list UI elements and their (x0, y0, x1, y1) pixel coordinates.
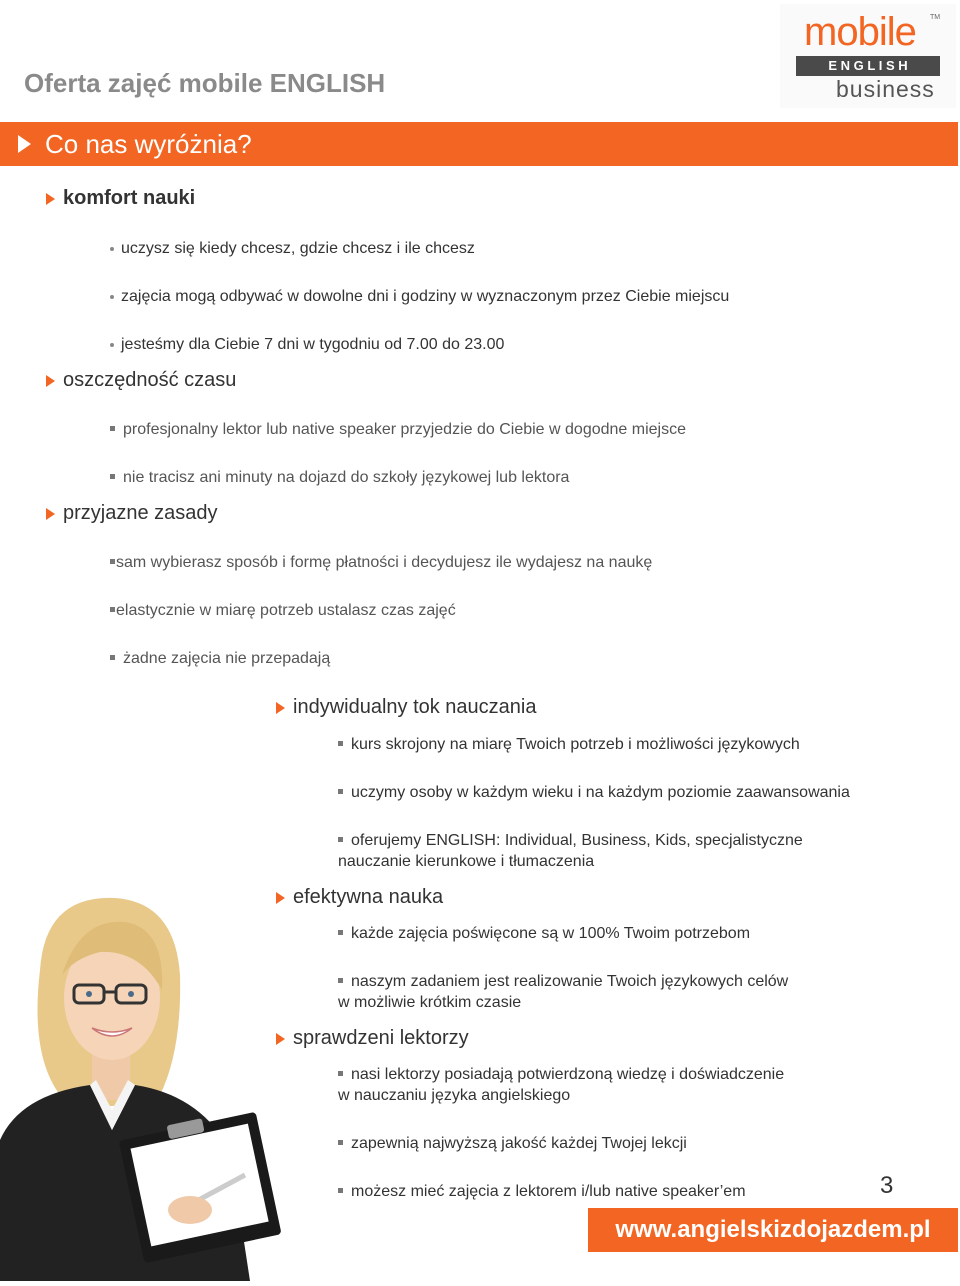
logo-band: E N G L I S H (796, 56, 940, 76)
heading-efektywna-nauka: efektywna nauka (276, 886, 443, 909)
bullet-triangle-icon (276, 892, 285, 904)
square-bullet-icon (110, 559, 115, 564)
list-item: oferujemy ENGLISH: Individual, Business, Kids, specjalistyczne nauczanie kierunkowe i tłumaczenia (338, 832, 803, 870)
bullet-triangle-icon (46, 508, 55, 520)
dot-bullet-icon (110, 295, 114, 299)
businesswoman-image (0, 880, 300, 1281)
banner-title: Co nas wyróżnia? (45, 128, 252, 159)
list-item: uczymy osoby w każdym wieku i na każdym poziomie zaawansowania (338, 782, 850, 803)
heading-sprawdzeni-lektorzy: sprawdzeni lektorzy (276, 1027, 469, 1050)
list-item: sam wybierasz sposób i formę płatności i decydujesz ile wydajesz na naukę (110, 552, 652, 573)
section-banner (0, 122, 958, 166)
brand-logo (780, 4, 956, 108)
list-item: nasi lektorzy posiadają potwierdzoną wiedzę i doświadczenie w nauczaniu języka angielskiego (338, 1066, 785, 1104)
list-item: uczysz się kiedy chcesz, gdzie chcesz i ile chcesz (110, 238, 475, 259)
square-bullet-icon (338, 930, 343, 935)
square-bullet-icon (110, 474, 115, 479)
logo-word: mobile (804, 10, 916, 54)
footer-url[interactable]: www.angielskizdojazdem.pl (588, 1208, 958, 1252)
bullet-triangle-icon (276, 702, 285, 714)
dot-bullet-icon (110, 343, 114, 347)
logo-tm: TM (930, 14, 941, 21)
square-bullet-icon (338, 1188, 343, 1193)
square-bullet-icon (338, 1140, 343, 1145)
square-bullet-icon (338, 741, 343, 746)
list-item: nie tracisz ani minuty na dojazd do szkoły językowej lub lektora (110, 467, 569, 488)
square-bullet-icon (338, 1071, 343, 1076)
square-bullet-icon (110, 607, 115, 612)
businesswoman-illustration (0, 880, 300, 1281)
list-item: żadne zajęcia nie przepadają (110, 648, 330, 669)
bullet-triangle-icon (276, 1033, 285, 1045)
heading-indywidualny-tok: indywidualny tok nauczania (276, 696, 537, 719)
list-item: zapewnią najwyższą jakość każdej Twojej lekcji (338, 1133, 687, 1154)
square-bullet-icon (338, 837, 343, 842)
list-item: profesjonalny lektor lub native speaker przyjedzie do Ciebie w dogodne miejsce (110, 419, 686, 440)
dot-bullet-icon (110, 247, 114, 251)
list-item: kurs skrojony na miarę Twoich potrzeb i możliwości językowych (338, 734, 800, 755)
list-item: zajęcia mogą odbywać w dowolne dni i godziny w wyznaczonym przez Ciebie miejscu (110, 286, 729, 307)
page-title: Oferta zajęć mobile ENGLISH (24, 68, 386, 98)
list-item: każde zajęcia poświęcone są w 100% Twoim potrzebom (338, 923, 750, 944)
bullet-triangle-icon (46, 375, 55, 387)
heading-komfort-nauki: komfort nauki (46, 187, 195, 210)
page-number: 3 (880, 1172, 894, 1199)
logo-sub: business (836, 76, 935, 102)
bullet-triangle-icon (18, 135, 31, 153)
bullet-triangle-icon (46, 193, 55, 205)
heading-przyjazne-zasady: przyjazne zasady (46, 502, 218, 525)
square-bullet-icon (110, 426, 115, 431)
heading-oszczednosc-czasu: oszczędność czasu (46, 369, 236, 392)
square-bullet-icon (338, 789, 343, 794)
list-item: elastycznie w miarę potrzeb ustalasz czas zajęć (110, 600, 456, 621)
square-bullet-icon (338, 978, 343, 983)
list-item: jesteśmy dla Ciebie 7 dni w tygodniu od 7.00 do 23.00 (110, 334, 504, 355)
square-bullet-icon (110, 655, 115, 660)
list-item: możesz mieć zajęcia z lektorem i/lub native speaker’em (338, 1181, 746, 1202)
list-item: naszym zadaniem jest realizowanie Twoich językowych celów w możliwie krótkim czasie (338, 973, 789, 1011)
